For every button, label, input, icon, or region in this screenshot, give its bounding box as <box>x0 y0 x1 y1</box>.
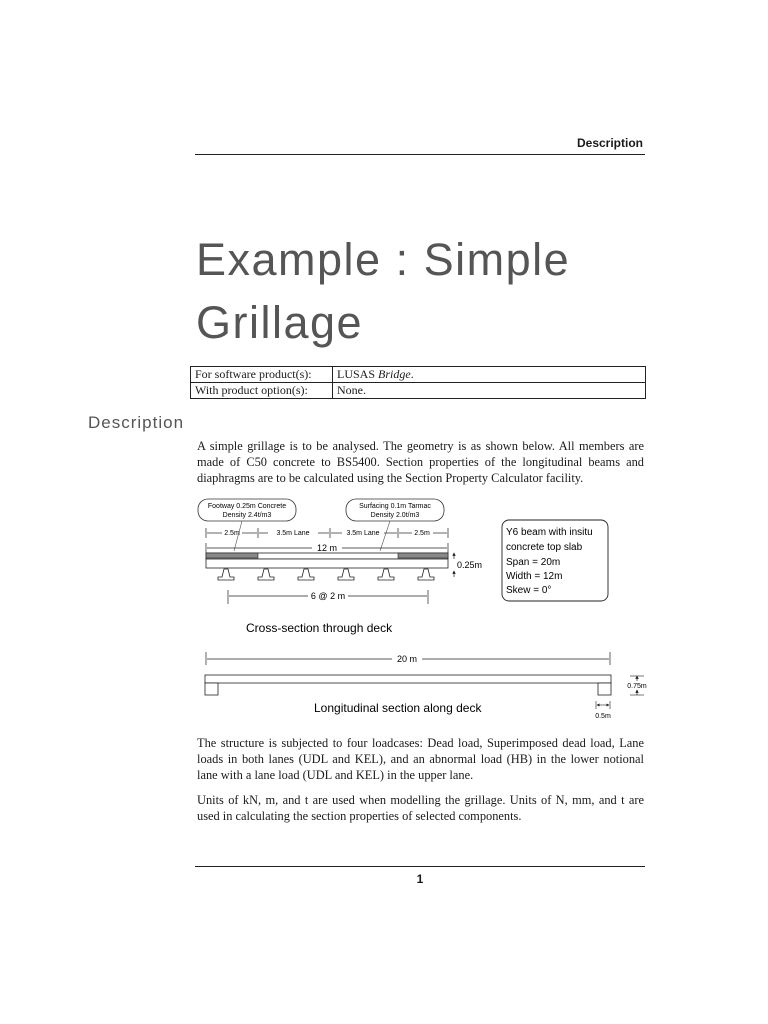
callout-left-line2: Density 2.4t/m3 <box>222 512 272 519</box>
software-product-key: For software product(s): <box>191 367 333 383</box>
spec-line-1: Y6 beam with insitu <box>506 527 593 538</box>
spec-line-2: concrete top slab <box>506 542 583 553</box>
paragraph-loadcases: The structure is subjected to four loadcases: Dead load, Superimposed dead load, Lane loads in both lanes (UDL and KEL), and an abnormal load (HB) in the lower notional lane with a lane load (UDL and KEL) in the upper lane. <box>197 736 644 782</box>
longitudinal-caption: Longitudinal section along deck <box>314 701 482 715</box>
title-line-2: Grillage <box>196 297 364 348</box>
deck-slab-lower <box>206 559 448 568</box>
section-heading: Description <box>88 413 185 432</box>
dim-support: 0.5m <box>595 713 611 720</box>
footway-left <box>206 553 258 558</box>
page-title <box>196 228 656 354</box>
beam-row <box>218 569 434 580</box>
spec-line-3: Span = 20m <box>506 557 561 568</box>
spec-line-4: Width = 12m <box>506 571 563 582</box>
dim-long-depth: 0.75m <box>627 683 647 690</box>
callout-left-line1: Footway 0.25m Concrete <box>207 503 287 510</box>
table-row <box>191 383 646 399</box>
dim-footway-left: 2.5m <box>224 530 240 537</box>
top-dimension-lines <box>206 528 448 538</box>
dim-total-width: 12 m <box>316 543 338 553</box>
product-option-value: None. <box>333 383 646 399</box>
paragraph-units: Units of kN, m, and t are used when modelling the grillage. Units of N, mm, and t are used in calculating the section properties of selected components. <box>197 793 644 823</box>
support-left <box>205 683 218 695</box>
table-row <box>191 367 646 383</box>
title-line-1: Example : Simple <box>196 234 571 285</box>
callout-right-line1: Surfacing 0.1m Tarmac <box>359 503 431 510</box>
header-rule <box>195 154 645 155</box>
product-option-key: With product option(s): <box>191 383 333 399</box>
dim-span: 20 m <box>396 654 418 664</box>
paragraph-intro: A simple grillage is to be analysed. The geometry is as shown below. All members are made of C50 concrete to BS5400. Section properties of the longitudinal beams and diaphragms are to be calculated using the Section Property Calculator facility. <box>197 439 644 485</box>
running-header: Description <box>576 136 643 150</box>
product-info-table <box>190 366 646 399</box>
cross-section-caption: Cross-section through deck <box>246 621 393 635</box>
dim-lane-1: 3.5m Lane <box>276 530 310 537</box>
dim-depth: 0.25m <box>457 560 483 570</box>
longitudinal-deck <box>205 675 611 683</box>
callout-right-line2: Density 2.0t/m3 <box>370 512 420 519</box>
support-right <box>598 683 611 695</box>
footway-right <box>398 553 448 558</box>
callout-right-leader <box>380 521 390 551</box>
spec-line-5: Skew = 0° <box>506 585 552 596</box>
bridge-geometry-figure <box>190 495 660 725</box>
dim-spacing: 6 @ 2 m <box>310 591 346 601</box>
footer-rule <box>195 866 645 867</box>
dim-footway-right: 2.5m <box>414 530 430 537</box>
page-number: 1 <box>416 872 424 886</box>
dim-lane-2: 3.5m Lane <box>346 530 380 537</box>
software-product-value: LUSAS Bridge. <box>333 367 646 383</box>
